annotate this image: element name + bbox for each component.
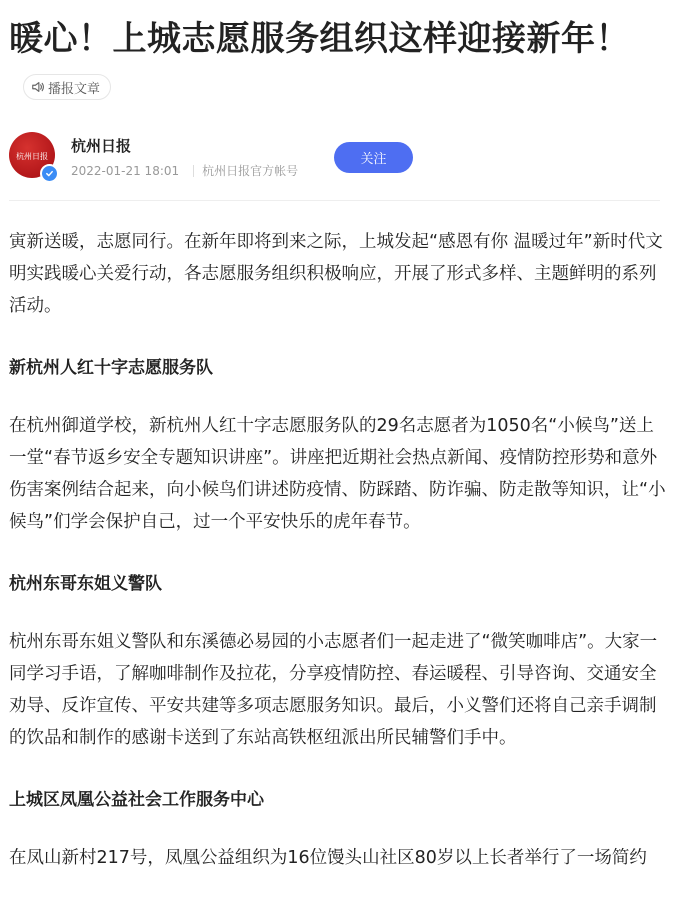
- verified-check-icon: [40, 164, 59, 183]
- hangzhou-daily-logo: [12, 145, 52, 165]
- paragraph: 在凤山新村217号，凤凰公益组织为16位馒头山社区80岁以上长者举行了一场简约: [9, 848, 647, 868]
- section-heading: 上城区凤凰公益社会工作服务中心: [9, 790, 264, 810]
- article-meta: [71, 162, 298, 179]
- paragraph-intro: 寅新送暖，志愿同行。在新年即将到来之际，上城发起“感恩有你 温暖过年”新时代文明实践暖心关爱行动，各志愿服务组织积极响应，开展了形式多样、主题鲜明的系列活动。: [9, 232, 663, 316]
- follow-button[interactable]: 关注: [334, 142, 413, 173]
- article-title: 暖心！上城志愿服务组织这样迎接新年！: [9, 19, 630, 59]
- listen-label: 播报文章: [48, 81, 101, 97]
- speaker-icon: [31, 80, 45, 94]
- section-heading: 新杭州人红十字志愿服务队: [9, 358, 213, 378]
- paragraph: 杭州东哥东姐义警队和东溪德必易园的小志愿者们一起走进了“微笑咖啡店”。大家一同学习手语，了解咖啡制作及拉花，分享疫情防控、春运暖程、引导咨询、交通安全劝导、反诈宣传、平安共建等多项志愿服务知识。最后，小义警们还将自己亲手调制的饮品和制作的感谢卡送到了东站高铁枢纽派出所民辅警们手中。: [9, 632, 658, 748]
- meta-divider: [193, 165, 194, 177]
- account-label: 杭州日报官方帐号: [202, 164, 299, 178]
- listen-article-button[interactable]: [23, 74, 111, 100]
- svg-text:杭州日报: 杭州日报: [16, 152, 48, 161]
- section-heading: 杭州东哥东姐义警队: [9, 574, 162, 594]
- publish-date: 2022-01-21 18:01: [71, 163, 180, 178]
- paragraph: 在杭州御道学校，新杭州人红十字志愿服务队的29名志愿者为1050名“小候鸟”送上一堂“春节返乡安全专题知识讲座”。讲座把近期社会热点新闻、疫情防控形势和意外伤害案例结合起来，向小候鸟们讲述防疫情、防踩踏、防诈骗、防走散等知识，让“小候鸟”们学会保护自己，过一个平安快乐的虎年春节。: [9, 416, 666, 532]
- article-body: [9, 226, 667, 904]
- header-divider: [9, 200, 660, 201]
- author-name[interactable]: 杭州日报: [71, 137, 132, 155]
